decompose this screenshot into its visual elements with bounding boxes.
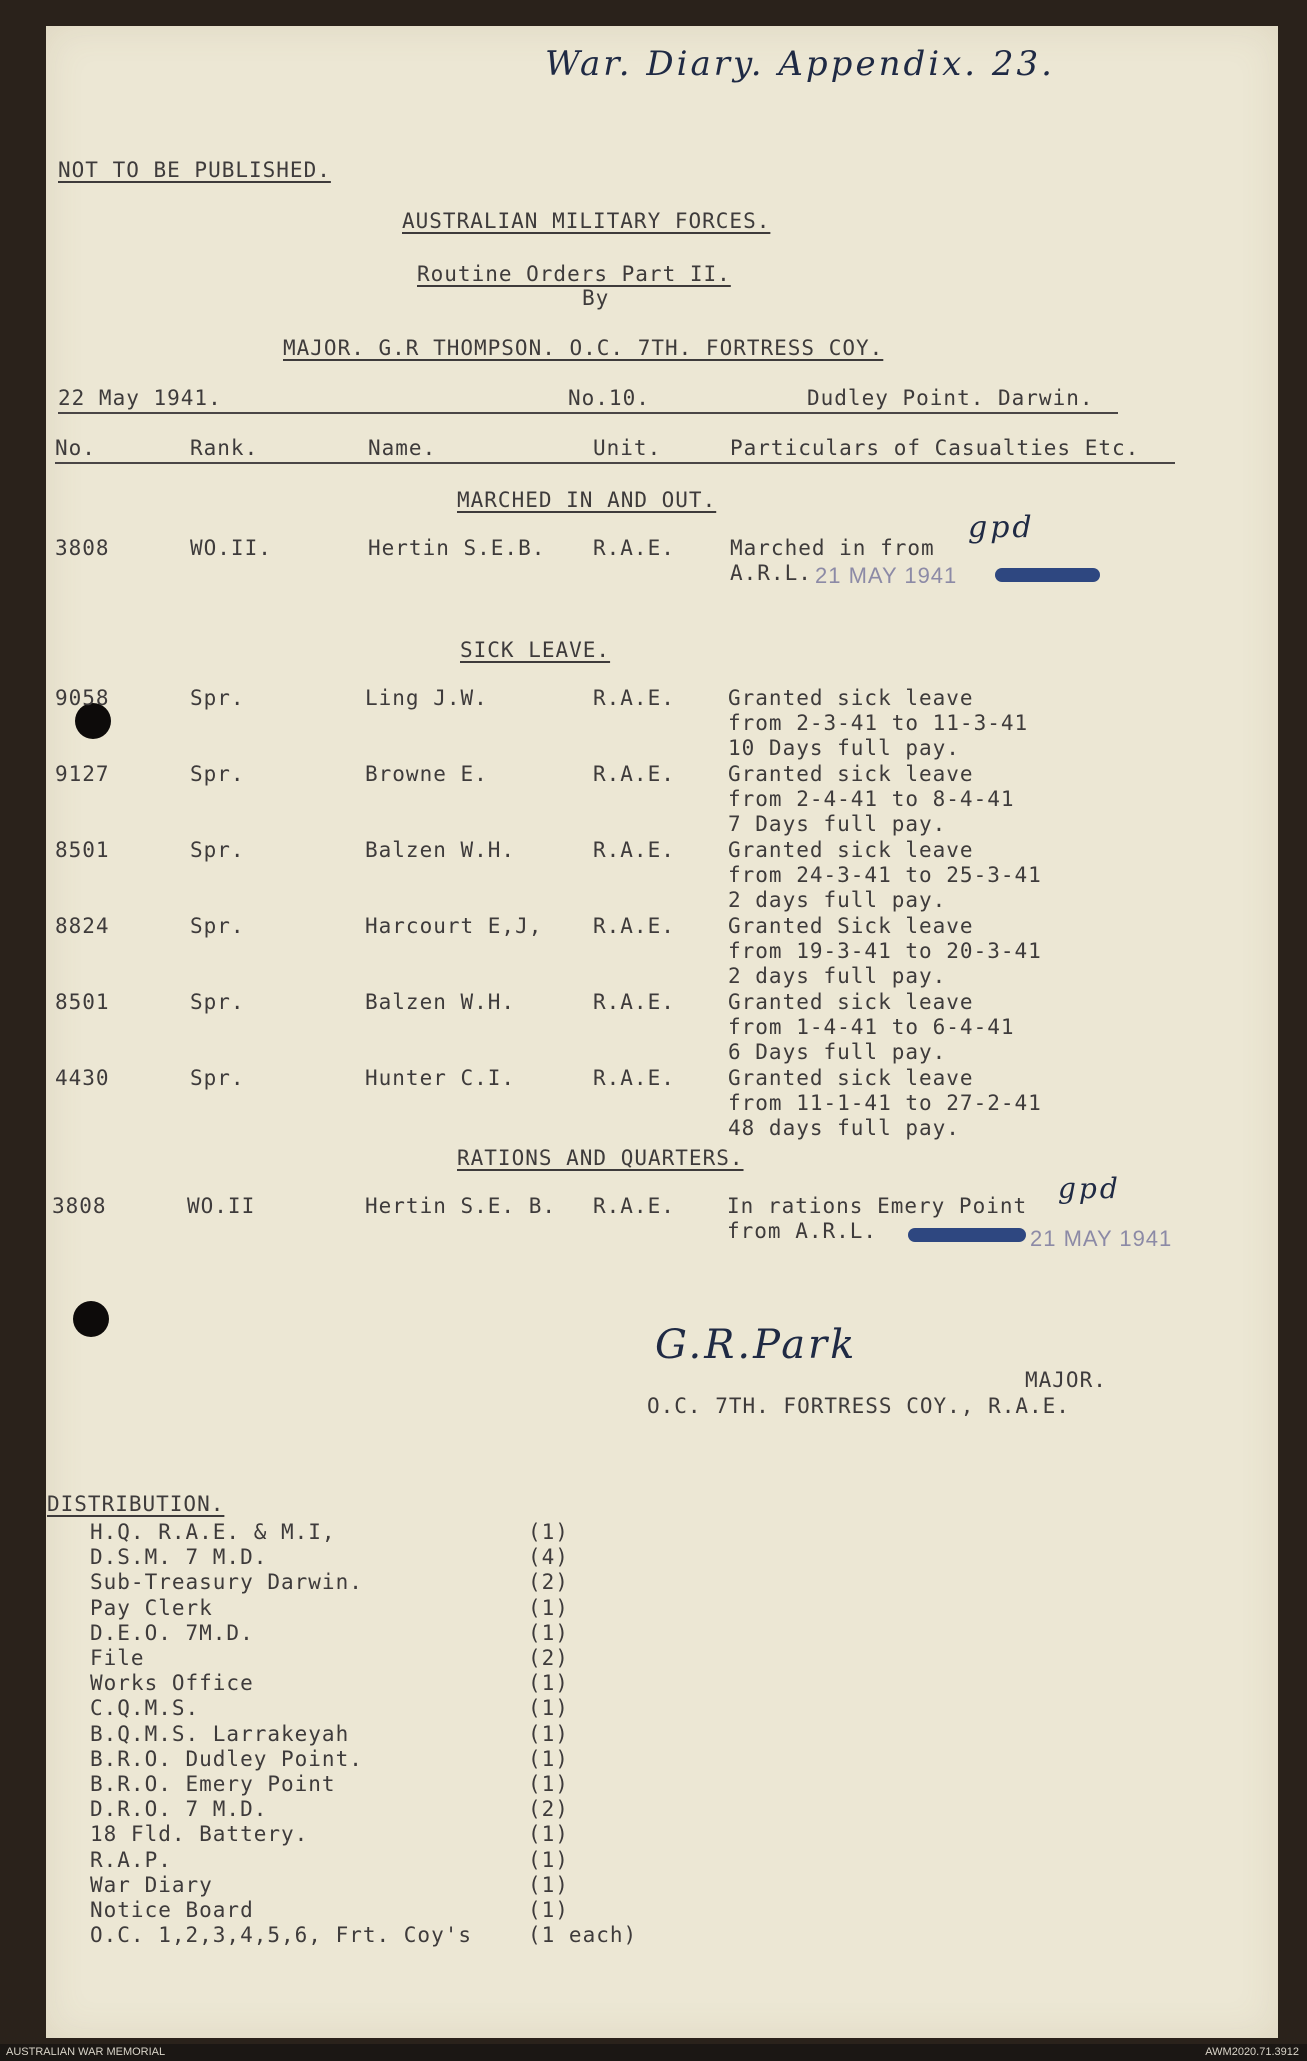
distribution-copies: (1)	[528, 1872, 569, 1897]
row-rank: WO.II.	[190, 536, 272, 560]
row-unit: R.A.E.	[593, 914, 675, 938]
row-rank: WO.II	[187, 1194, 256, 1218]
col-unit: Unit.	[593, 436, 662, 460]
distribution-recipient: B.R.O. Dudley Point.	[90, 1746, 363, 1771]
row-particulars-3: 7 Days full pay.	[728, 812, 947, 836]
row-rank: Spr.	[190, 686, 245, 710]
distribution-copies: (1)	[528, 1696, 569, 1721]
row-unit: R.A.E.	[593, 536, 675, 560]
row-unit: R.A.E.	[593, 838, 675, 862]
row-particulars-3: 10 Days full pay.	[728, 736, 960, 760]
row-name: Balzen W.H.	[365, 838, 516, 862]
date-stamp-2: 21 MAY 1941	[1030, 1226, 1173, 1251]
row-particulars-3: 6 Days full pay.	[728, 1040, 947, 1064]
distribution-recipient: Notice Board	[90, 1898, 254, 1922]
row-unit: R.A.E.	[593, 686, 675, 710]
redaction-mark	[995, 568, 1100, 582]
row-no: 8501	[55, 990, 110, 1014]
row-particulars-1: In rations Emery Point	[727, 1194, 1028, 1218]
row-no: 4430	[55, 1066, 110, 1090]
distribution-copies: (1)	[528, 1520, 569, 1544]
row-particulars-3: 48 days full pay.	[728, 1116, 960, 1140]
distribution-recipient: B.R.O. Emery Point	[90, 1772, 336, 1796]
col-no: No.	[55, 436, 96, 460]
redaction-mark-2	[908, 1228, 1026, 1242]
section-marched: MARCHED IN AND OUT.	[457, 488, 717, 512]
col-name: Name.	[368, 436, 437, 460]
order-date: 22 May 1941.	[58, 386, 222, 410]
footer-bar	[0, 2044, 1307, 2061]
signature: G.R.Park	[655, 1322, 858, 1368]
row-rank: Spr.	[190, 838, 245, 862]
row-particulars-2: from 19-3-41 to 20-3-41	[728, 939, 1042, 963]
footer-accession: AWM2020.71.3912	[1205, 2046, 1299, 2058]
date-rule	[58, 412, 1118, 414]
distribution-recipient: File	[90, 1646, 145, 1670]
row-unit: R.A.E.	[593, 990, 675, 1014]
distribution-recipient: War Diary	[90, 1872, 213, 1897]
distribution-recipient: Sub-Treasury Darwin.	[90, 1570, 363, 1595]
row-particulars-1: Granted sick leave	[728, 838, 974, 862]
not-published-notice: NOT TO BE PUBLISHED.	[58, 158, 331, 182]
officer-line: MAJOR. G.R THOMPSON. O.C. 7TH. FORTRESS COY.	[283, 336, 884, 360]
row-unit: R.A.E.	[593, 1066, 675, 1090]
handwritten-initials-2: gpd	[1058, 1172, 1121, 1205]
row-no: 3808	[52, 1194, 107, 1218]
col-particulars: Particulars of Casualties Etc.	[730, 436, 1140, 460]
row-particulars-2: from 2-4-41 to 8-4-41	[728, 787, 1015, 811]
distribution-recipient: O.C. 1,2,3,4,5,6, Frt. Coy's	[90, 1923, 473, 1948]
distribution-copies: (4)	[528, 1545, 569, 1570]
row-rank: Spr.	[190, 990, 245, 1014]
distribution-recipient: D.E.O. 7M.D.	[90, 1620, 254, 1645]
distribution-recipient: R.A.P.	[90, 1847, 172, 1872]
handwritten-header: War. Diary. Appendix. 23.	[545, 44, 1055, 84]
row-no: 9127	[55, 762, 110, 786]
section-sick-leave: SICK LEAVE.	[460, 638, 611, 662]
distribution-copies: (1)	[528, 1822, 569, 1847]
handwritten-initials: gpd	[968, 510, 1035, 545]
distribution-copies: (1)	[528, 1620, 569, 1645]
distribution-copies: (1)	[528, 1671, 569, 1696]
row-particulars-2: from 1-4-41 to 6-4-41	[728, 1015, 1015, 1039]
header-rule	[55, 462, 1175, 464]
row-unit: R.A.E.	[593, 1194, 675, 1218]
row-rank: Spr.	[190, 914, 245, 938]
by-line: By	[582, 286, 610, 310]
row-rank: Spr.	[190, 1066, 245, 1090]
signature-rank: MAJOR.	[1025, 1368, 1107, 1392]
row-particulars-2: A.R.L.	[730, 561, 812, 585]
row-name: Browne E.	[365, 762, 488, 786]
date-stamp: 21 MAY 1941	[815, 563, 958, 588]
order-number: No.10.	[568, 386, 650, 410]
row-rank: Spr.	[190, 762, 245, 786]
row-no: 9058	[55, 686, 110, 710]
distribution-recipient: C.Q.M.S.	[90, 1696, 200, 1721]
distribution-copies: (1)	[528, 1721, 569, 1746]
row-particulars-1: Granted sick leave	[728, 686, 974, 710]
distribution-copies: (2)	[528, 1570, 569, 1595]
distribution-copies: (1 each)	[528, 1923, 638, 1948]
distribution-copies: (1)	[528, 1746, 569, 1771]
distribution-recipient: 18 Fld. Battery.	[90, 1822, 309, 1847]
distribution-copies: (2)	[528, 1646, 569, 1670]
distribution-copies: (2)	[528, 1797, 569, 1822]
row-particulars-2: from 2-3-41 to 11-3-41	[728, 711, 1029, 735]
row-name: Hertin S.E. B.	[365, 1194, 557, 1218]
row-particulars-1: Marched in from	[730, 536, 935, 560]
row-name: Ling J.W.	[365, 686, 488, 710]
signature-title: O.C. 7TH. FORTRESS COY., R.A.E.	[647, 1394, 1070, 1418]
distribution-copies: (1)	[528, 1595, 569, 1620]
section-rations: RATIONS AND QUARTERS.	[457, 1146, 744, 1170]
row-particulars-1: Granted Sick leave	[728, 914, 974, 938]
distribution-recipient: Pay Clerk	[90, 1595, 213, 1620]
distribution-copies: (1)	[528, 1898, 569, 1922]
row-no: 8501	[55, 838, 110, 862]
row-unit: R.A.E.	[593, 762, 675, 786]
distribution-copies: (1)	[528, 1847, 569, 1872]
routine-orders-title: Routine Orders Part II.	[417, 262, 731, 286]
punch-hole-bottom	[73, 1301, 109, 1337]
order-location: Dudley Point. Darwin.	[807, 386, 1094, 410]
row-name: Hunter C.I.	[365, 1066, 516, 1090]
row-particulars-1: Granted sick leave	[728, 762, 974, 786]
row-particulars-2: from 11-1-41 to 27-2-41	[728, 1091, 1042, 1115]
row-name: Harcourt E,J,	[365, 914, 543, 938]
distribution-recipient: B.Q.M.S. Larrakeyah	[90, 1721, 350, 1746]
footer-credit: AUSTRALIAN WAR MEMORIAL	[6, 2046, 166, 2058]
distribution-copies: (1)	[528, 1772, 569, 1796]
row-particulars-1: Granted sick leave	[728, 1066, 974, 1090]
org-title: AUSTRALIAN MILITARY FORCES.	[402, 209, 771, 233]
row-particulars-2: from A.R.L.	[727, 1219, 878, 1243]
distribution-recipient: Works Office	[90, 1671, 254, 1696]
row-name: Balzen W.H.	[365, 990, 516, 1014]
row-particulars-1: Granted sick leave	[728, 990, 974, 1014]
distribution-recipient: D.S.M. 7 M.D.	[90, 1545, 268, 1570]
distribution-title: DISTRIBUTION.	[47, 1492, 225, 1516]
distribution-recipient: D.R.O. 7 M.D.	[90, 1797, 268, 1822]
col-rank: Rank.	[190, 436, 259, 460]
row-name: Hertin S.E.B.	[368, 536, 546, 560]
row-no: 8824	[55, 914, 110, 938]
row-particulars-3: 2 days full pay.	[728, 964, 947, 988]
distribution-recipient: H.Q. R.A.E. & M.I,	[90, 1520, 336, 1544]
row-particulars-2: from 24-3-41 to 25-3-41	[728, 863, 1042, 887]
row-no: 3808	[55, 536, 110, 560]
row-particulars-3: 2 days full pay.	[728, 888, 947, 912]
